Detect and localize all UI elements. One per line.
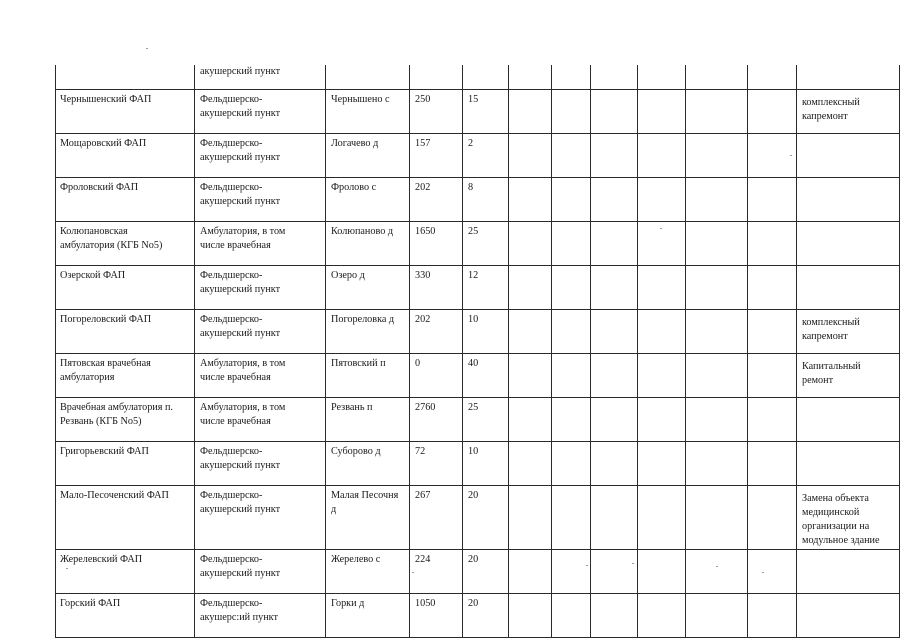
- empty-cell: [638, 178, 686, 222]
- facility-name: Колюпановская амбулатория (КГБ No5): [56, 222, 195, 266]
- scan-speck: [586, 565, 588, 566]
- empty-cell: [552, 594, 591, 638]
- facility-type: Фельдшерско- акушерский пункт: [195, 310, 326, 354]
- empty-cell: [638, 550, 686, 594]
- note: [797, 442, 900, 486]
- count-value: [463, 65, 509, 90]
- empty-cell: [591, 354, 638, 398]
- settlement: Горки д: [326, 594, 410, 638]
- facility-type: Фельдшерско- акушерский пункт: [195, 550, 326, 594]
- empty-cell: [686, 550, 748, 594]
- count-value: 8: [463, 178, 509, 222]
- empty-cell: [591, 65, 638, 90]
- empty-cell: [509, 398, 552, 442]
- note: [797, 594, 900, 638]
- empty-cell: [748, 398, 797, 442]
- table-row: [56, 594, 900, 638]
- empty-cell: [509, 310, 552, 354]
- settlement: Погореловка д: [326, 310, 410, 354]
- empty-cell: [686, 90, 748, 134]
- empty-cell: [591, 310, 638, 354]
- population: 224: [410, 550, 463, 594]
- empty-cell: [552, 550, 591, 594]
- table-row: [56, 354, 900, 398]
- empty-cell: [748, 65, 797, 90]
- note: [797, 398, 900, 442]
- note: [797, 65, 900, 90]
- settlement: Логачево д: [326, 134, 410, 178]
- note: [797, 134, 900, 178]
- empty-cell: [552, 310, 591, 354]
- empty-cell: [638, 65, 686, 90]
- scan-speck: [632, 563, 634, 564]
- population: 202: [410, 310, 463, 354]
- note: комплексный капремонт: [797, 310, 900, 354]
- empty-cell: [591, 178, 638, 222]
- empty-cell: [686, 486, 748, 550]
- empty-cell: [748, 486, 797, 550]
- empty-cell: [509, 442, 552, 486]
- settlement: Малая Песочня д: [326, 486, 410, 550]
- facility-name: [56, 65, 195, 90]
- table-row: [56, 442, 900, 486]
- facility-type: Фельдшерско- акушерский пункт: [195, 486, 326, 550]
- note: Замена объекта медицинской организации на модульное здание: [797, 486, 900, 550]
- settlement: Колюпаново д: [326, 222, 410, 266]
- note: комплексный капремонт: [797, 90, 900, 134]
- empty-cell: [591, 550, 638, 594]
- count-value: 20: [463, 486, 509, 550]
- settlement: Чернышено с: [326, 90, 410, 134]
- count-value: 25: [463, 398, 509, 442]
- empty-cell: [638, 310, 686, 354]
- population: 1650: [410, 222, 463, 266]
- facilities-table: [55, 65, 900, 638]
- count-value: 20: [463, 594, 509, 638]
- empty-cell: [591, 222, 638, 266]
- empty-cell: [748, 178, 797, 222]
- scan-speck: [660, 228, 662, 229]
- table-row: [56, 65, 900, 90]
- empty-cell: [686, 354, 748, 398]
- scan-speck: [790, 155, 792, 156]
- facility-type: Амбулатория, в том числе врачебная: [195, 398, 326, 442]
- scan-speck: [66, 568, 68, 569]
- empty-cell: [686, 442, 748, 486]
- settlement: Фролово с: [326, 178, 410, 222]
- facility-name: Мощаровский ФАП: [56, 134, 195, 178]
- note: Капитальный ремонт: [797, 354, 900, 398]
- facility-name: Горский ФАП: [56, 594, 195, 638]
- count-value: 10: [463, 310, 509, 354]
- population: 330: [410, 266, 463, 310]
- empty-cell: [686, 134, 748, 178]
- settlement: Резвань п: [326, 398, 410, 442]
- facility-name: Пятовская врачебная амбулатория: [56, 354, 195, 398]
- count-value: 15: [463, 90, 509, 134]
- scan-speck: [716, 566, 718, 567]
- empty-cell: [552, 65, 591, 90]
- empty-cell: [591, 90, 638, 134]
- table-row: [56, 266, 900, 310]
- empty-cell: [638, 594, 686, 638]
- empty-cell: [591, 594, 638, 638]
- count-value: 25: [463, 222, 509, 266]
- empty-cell: [552, 266, 591, 310]
- empty-cell: [591, 398, 638, 442]
- empty-cell: [552, 486, 591, 550]
- empty-cell: [509, 222, 552, 266]
- scan-speck: [762, 572, 764, 573]
- empty-cell: [509, 486, 552, 550]
- population: 2760: [410, 398, 463, 442]
- count-value: 20: [463, 550, 509, 594]
- facility-type: Амбулатория, в том числе врачебная: [195, 222, 326, 266]
- scan-speck: [146, 48, 148, 49]
- empty-cell: [638, 442, 686, 486]
- settlement: Озеро д: [326, 266, 410, 310]
- scan-speck: [412, 572, 414, 573]
- empty-cell: [748, 90, 797, 134]
- facility-name: Озерской ФАП: [56, 266, 195, 310]
- empty-cell: [552, 442, 591, 486]
- empty-cell: [748, 442, 797, 486]
- note: [797, 178, 900, 222]
- empty-cell: [591, 442, 638, 486]
- facility-name: Врачебная амбулатория п. Резвань (КГБ No5): [56, 398, 195, 442]
- settlement: [326, 65, 410, 90]
- count-value: 10: [463, 442, 509, 486]
- note: [797, 550, 900, 594]
- empty-cell: [509, 178, 552, 222]
- population: 0: [410, 354, 463, 398]
- empty-cell: [509, 90, 552, 134]
- empty-cell: [552, 398, 591, 442]
- facility-name: Погореловский ФАП: [56, 310, 195, 354]
- facility-name: Жерелевский ФАП: [56, 550, 195, 594]
- empty-cell: [552, 178, 591, 222]
- population: 250: [410, 90, 463, 134]
- facility-type: Фельдшерско- акушерский пункт: [195, 134, 326, 178]
- table-row: [56, 398, 900, 442]
- empty-cell: [686, 266, 748, 310]
- table-row: [56, 178, 900, 222]
- empty-cell: [748, 222, 797, 266]
- settlement: Пятовский п: [326, 354, 410, 398]
- settlement: Жерелево с: [326, 550, 410, 594]
- count-value: 2: [463, 134, 509, 178]
- empty-cell: [748, 550, 797, 594]
- empty-cell: [638, 134, 686, 178]
- empty-cell: [591, 486, 638, 550]
- table-row: [56, 310, 900, 354]
- settlement: Суборово д: [326, 442, 410, 486]
- population: [410, 65, 463, 90]
- empty-cell: [686, 178, 748, 222]
- empty-cell: [552, 90, 591, 134]
- facility-name: Чернышенский ФАП: [56, 90, 195, 134]
- table-row: [56, 90, 900, 134]
- facility-type: Фельдшерско- акушерс:ий пункт: [195, 594, 326, 638]
- empty-cell: [591, 266, 638, 310]
- facility-type: акушерский пункт: [195, 65, 326, 90]
- population: 1050: [410, 594, 463, 638]
- count-value: 40: [463, 354, 509, 398]
- population: 72: [410, 442, 463, 486]
- table-row: [56, 486, 900, 550]
- empty-cell: [509, 65, 552, 90]
- empty-cell: [552, 134, 591, 178]
- table-row: [56, 134, 900, 178]
- facility-name: Фроловский ФАП: [56, 178, 195, 222]
- empty-cell: [638, 398, 686, 442]
- empty-cell: [686, 65, 748, 90]
- empty-cell: [509, 594, 552, 638]
- empty-cell: [748, 354, 797, 398]
- facility-type: Фельдшерско- акушерский пункт: [195, 266, 326, 310]
- note: [797, 266, 900, 310]
- empty-cell: [509, 550, 552, 594]
- facility-type: Амбулатория, в том числе врачебная: [195, 354, 326, 398]
- empty-cell: [748, 594, 797, 638]
- empty-cell: [509, 266, 552, 310]
- empty-cell: [686, 310, 748, 354]
- empty-cell: [686, 222, 748, 266]
- empty-cell: [748, 266, 797, 310]
- empty-cell: [509, 354, 552, 398]
- count-value: 12: [463, 266, 509, 310]
- table-row: [56, 550, 900, 594]
- empty-cell: [509, 134, 552, 178]
- facility-type: Фельдшерско- акушерский пункт: [195, 442, 326, 486]
- note: [797, 222, 900, 266]
- facility-type: Фельдшерско- акушерский пункт: [195, 90, 326, 134]
- empty-cell: [638, 486, 686, 550]
- empty-cell: [552, 354, 591, 398]
- empty-cell: [638, 354, 686, 398]
- empty-cell: [686, 398, 748, 442]
- population: 202: [410, 178, 463, 222]
- empty-cell: [638, 266, 686, 310]
- facility-name: Мало-Песоченский ФАП: [56, 486, 195, 550]
- empty-cell: [686, 594, 748, 638]
- empty-cell: [552, 222, 591, 266]
- population: 157: [410, 134, 463, 178]
- table-row: [56, 222, 900, 266]
- population: 267: [410, 486, 463, 550]
- empty-cell: [638, 90, 686, 134]
- empty-cell: [591, 134, 638, 178]
- empty-cell: [748, 310, 797, 354]
- facility-name: Григорьевский ФАП: [56, 442, 195, 486]
- facility-type: Фельдшерско- акушерский пункт: [195, 178, 326, 222]
